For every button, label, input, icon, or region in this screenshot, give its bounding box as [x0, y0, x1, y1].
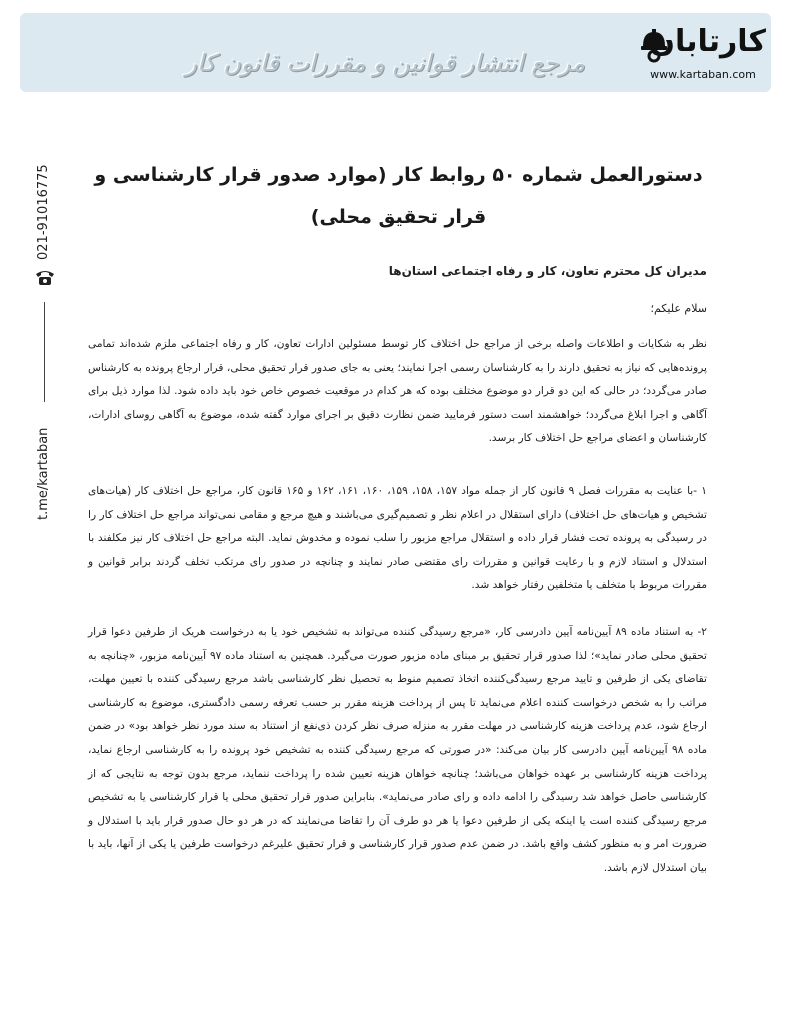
document-title: دستورالعمل شماره ۵۰ روابط کار (موارد صدور قرار کارشناسی و قرار تحقیق محلی): [94, 164, 703, 228]
brand-slogan: مرجع انتشار قوانین و مقررات قانون کار: [185, 49, 585, 77]
telegram-link[interactable]: t.me/kartaban: [36, 427, 51, 520]
logo-url[interactable]: www.kartaban.com: [650, 68, 756, 81]
side-divider: [44, 302, 45, 402]
phone-number[interactable]: 021-91016775: [36, 164, 51, 260]
paragraph-clause-1: ۱ -با عنایت به مقررات فصل ۹ قانون کار از جمله مواد ۱۵۷، ۱۵۸، ۱۵۹، ۱۶۰، ۱۶۱، ۱۶۲ و ۱۶۵ قانون کار، مراجع حل اختلاف کار (هیات‌های تشخیص و هیات‌های حل اختلاف) دارای استقلال در اعلام نظر و تصمیم‌گیری می‌باشند و هیچ مرجع و مقامی نمی‌تواند مراجع حل اختلاف کار را در رسیدگی به پرونده تحت فشار قرار داده و استقلال مراجع مزبور را سلب نموده و مخدوش نماید. البته مراجع حل اختلاف کار نیز مکلفند با استدلال و استناد لازم و با رعایت قوانین و مقررات رای مقتضی صادر نمایند و چنانچه در صدور رای مرتکب تخلف گردند برابر قوانین و مقررات مربوط با متخلف یا متخلفین رفتار خواهد شد.: [88, 485, 707, 592]
paragraph-intro: نظر به شکایات و اطلاعات واصله برخی از مراجع حل اختلاف کار توسط مسئولین ادارات تعاون، کار و رفاه اجتماعی ملزم شده‌اند تمامی پرونده‌هایی که نیاز به تحقیق دارند را به کارشناسان رسمی اجرا نمایند؛ یعنی به جای صدور قرار تحقیق محلی، قرار ارجاع پرونده به کارشناس صادر می‌گردد؛ در حالی که این دو قرار دو موضوع مختلف بوده که هر کدام در موقعیت خصوص خاص خود باید داده شود. لذا موارد ذیل برای آگاهی و اجرا ابلاغ می‌گردد؛ خواهشمند است دستور فرمایید ضمن نظارت دقیق بر اجرای موارد گفته شده، موضوع به آگاهی روسای ادارات، کارشناسان و اعضای مراجع حل اختلاف کار برسد.: [88, 338, 707, 445]
addressee: مدیران کل محترم تعاون، کار و رفاه اجتماعی استان‌ها: [388, 264, 707, 278]
salutation: سلام علیکم؛: [650, 302, 707, 315]
telephone-icon: [34, 268, 56, 286]
paragraph-clause-2: ۲- به استناد ماده ۸۹ آیین‌نامه آیین دادرسی کار، «مرجع رسیدگی کننده می‌تواند به تشخیص خود یا به درخواست هریک از طرفین دعوا قرار تحقیق محلی صادر نماید»؛ لذا صدور قرار تحقیق بر مبنای ماده مزبور صورت می‌گیرد. همچنین به استناد ماده ۹۷ آیین‌نامه مزبور، «چنانچه به تقاضای یکی از طرفین و تایید مرجع رسیدگی‌کننده اتخاذ تصمیم منوط به تحصیل نظر کارشناسی باشد مرجع رسیدگی کننده با تعیین مهلت، مراتب را به شخص درخواست کننده اعلام می‌نماید تا پس از پرداخت هزینه مقرر بر حسب تعرفه رسمی دادگستری، موضوع به کارشناسی ارجاع شود، عدم پرداخت هزینه کارشناسی در مهلت مقرر به منزله صرف نظر کردن ذی‌نفع از استناد به سند مورد نظر خواهد بود» در ضمن ماده ۹۸ آیین‌نامه آیین دادرسی کار بیان می‌کند: «در صورتی که مرجع رسیدگی کننده به تشخیص خود پرونده را به کارشناسی ارجاع نماید، پرداخت هزینه کارشناسی بر عهده خواهان می‌باشد؛ چنانچه خواهان هزینه تعیین شده را پرداخت ننماید، مرجع بدون توجه به نتایجی که از کارشناسی حاصل خواهد شد رسیدگی را ادامه داده و رای صادر می‌نماید». بنابراین صدور قرار تحقیق محلی یا قرار کارشناسی یا به تشخیص مرجع رسیدگی کننده است یا اینکه یکی از طرفین دعوا یا هر دو طرف آن را تقاضا می‌نمایند که در هر دو حال صدور قرار باید با استدلال و ضرورت امر و به منظور کشف واقع باشد. در ضمن عدم صدور قرار کارشناسی و قرار تحقیق علیرغم درخواست طرفین یا یکی از آنها، باید با بیان استدلال لازم باشد.: [88, 626, 708, 874]
logo-text: کارتابان: [649, 24, 766, 59]
kartaban-logo[interactable]: [590, 18, 770, 88]
